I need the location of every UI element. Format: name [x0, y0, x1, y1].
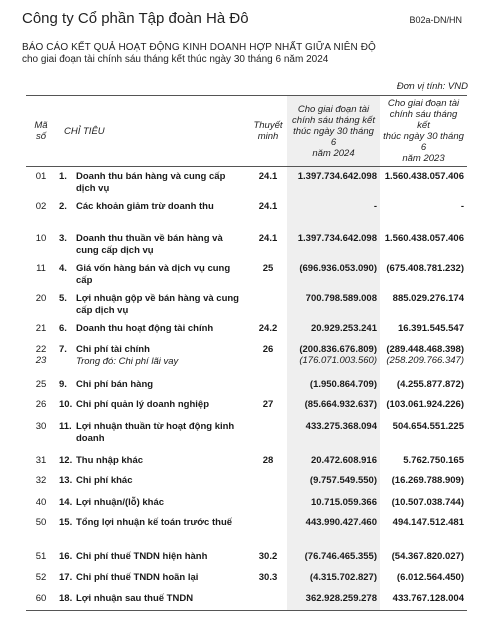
row-code	[26, 167, 56, 198]
row-item	[56, 417, 249, 451]
table-row	[26, 289, 467, 319]
row-item	[56, 319, 249, 340]
row-code-value: 60	[35, 593, 47, 604]
row-label: Doanh thu hoạt động tài chính	[76, 323, 214, 334]
row-code-sub: 23	[35, 355, 47, 366]
table-row	[26, 375, 467, 395]
row-note	[249, 471, 287, 493]
value-2023: 1.560.438.057.406	[384, 233, 464, 244]
column-header-2023-text: Cho giai đoạn tài chính sáu tháng kết thúc ngày 30 tháng 6 năm 2023	[383, 98, 464, 164]
value-2024: (696.936.053.090)	[299, 263, 377, 274]
row-note: 24.2	[258, 323, 278, 334]
row-value-2024	[287, 471, 380, 493]
value-2024: (9.757.549.550)	[309, 475, 377, 486]
row-item	[56, 340, 249, 375]
company-name: Công ty Cổ phần Tập đoàn Hà Đô	[22, 10, 249, 27]
row-code-value: 11	[36, 263, 46, 274]
row-value-2024	[287, 375, 380, 395]
row-label: Giá vốn hàng bán và dịch vụ cung cấp	[76, 263, 231, 286]
value-2024: 10.715.059.366	[310, 497, 377, 508]
table-row	[26, 319, 467, 340]
row-item	[56, 375, 249, 395]
row-code-value: 52	[35, 572, 47, 583]
row-note: 24.1	[258, 233, 278, 244]
row-note	[249, 589, 287, 610]
value-2023: 433.767.128.004	[392, 593, 464, 604]
row-value-2024	[287, 340, 380, 375]
value-2023: (675.408.781.232)	[386, 263, 464, 274]
row-index: 9.	[59, 379, 67, 390]
row-item	[56, 289, 249, 319]
row-note	[249, 289, 287, 319]
row-index: 14.	[59, 497, 73, 508]
row-value-2023	[380, 289, 467, 319]
value-2023: (103.061.924.226)	[386, 399, 464, 410]
value-2023: (6.012.564.450)	[396, 572, 464, 583]
row-value-2023	[380, 513, 467, 547]
row-label: Doanh thu thuần về bán hàng và cung cấp dịch vụ	[76, 233, 223, 256]
row-item	[56, 395, 249, 417]
row-code	[26, 547, 56, 568]
row-value-2024	[287, 568, 380, 589]
row-value-2023	[380, 229, 467, 259]
row-value-2024	[287, 451, 380, 471]
column-header-note-text: Thuyết minh	[253, 120, 283, 142]
row-code	[26, 451, 56, 471]
row-item	[56, 197, 249, 229]
row-label: Lợi nhuận gộp về bán hàng và cung cấp dịch vụ	[76, 293, 239, 316]
row-code-value: 25	[35, 379, 47, 390]
row-note: 28	[262, 455, 274, 466]
table-row	[26, 493, 467, 513]
row-value-2024	[287, 417, 380, 451]
column-header-2024	[287, 96, 380, 167]
table-row	[26, 197, 467, 229]
table-row	[26, 340, 467, 375]
row-note: 24.1	[258, 171, 278, 182]
row-item	[56, 493, 249, 513]
value-2023: (10.507.038.744)	[391, 497, 464, 508]
row-item	[56, 547, 249, 568]
row-value-2023	[380, 259, 467, 289]
table-row	[26, 259, 467, 289]
row-item	[56, 568, 249, 589]
table-row	[26, 547, 467, 568]
row-value-2023	[380, 493, 467, 513]
row-value-2023	[380, 395, 467, 417]
value-2024: 20.472.608.916	[310, 455, 377, 466]
report-header	[22, 10, 462, 32]
table-row	[26, 589, 467, 610]
row-note: 27	[262, 399, 274, 410]
row-code-value: 20	[35, 293, 47, 304]
row-code	[26, 319, 56, 340]
value-2023: (289.448.468.398)	[386, 344, 464, 355]
row-value-2023	[380, 417, 467, 451]
column-header-code	[26, 96, 56, 167]
value-2023: (54.367.820.027)	[391, 551, 464, 562]
table-row	[26, 167, 467, 198]
row-item	[56, 451, 249, 471]
value-2024: (76.746.465.355)	[304, 551, 377, 562]
row-note: 30.3	[258, 572, 278, 583]
row-label: Lợi nhuận sau thuế TNDN	[76, 593, 194, 604]
row-label: Chi phí thuế TNDN hiện hành	[76, 551, 208, 562]
row-code-value: 40	[35, 497, 47, 508]
table-row	[26, 395, 467, 417]
row-index: 11.	[59, 421, 72, 432]
row-value-2023	[380, 547, 467, 568]
row-value-2024	[287, 547, 380, 568]
row-code	[26, 568, 56, 589]
row-index: 4.	[59, 263, 67, 274]
value-2024: 433.275.368.094	[305, 421, 377, 432]
value-2023: 504.654.551.225	[392, 421, 464, 432]
row-code	[26, 259, 56, 289]
row-code	[26, 493, 56, 513]
row-code-value: 50	[35, 517, 47, 528]
table-body	[26, 167, 467, 611]
row-label: Lợi nhuận thuần từ hoạt động kinh doanh	[76, 421, 235, 444]
row-note: 24.1	[258, 201, 278, 212]
row-value-2023	[380, 319, 467, 340]
report-title: BÁO CÁO KẾT QUẢ HOẠT ĐỘNG KINH DOANH HỢP NHẤT GIỮA NIÊN ĐỘ	[22, 42, 376, 53]
form-code: B02a-DN/HN	[409, 15, 462, 25]
row-note: 26	[262, 344, 274, 355]
column-header-code-text: Mã số	[34, 120, 48, 142]
row-note	[249, 493, 287, 513]
row-label: Chi phí thuế TNDN hoãn lại	[76, 572, 199, 583]
row-code-value: 32	[35, 475, 47, 486]
row-value-2024	[287, 395, 380, 417]
row-label: Doanh thu bán hàng và cung cấp dịch vụ	[76, 171, 226, 194]
row-item	[56, 589, 249, 610]
currency-unit: Đơn vị tính: VND	[396, 81, 468, 92]
row-item	[56, 471, 249, 493]
row-value-2024	[287, 259, 380, 289]
row-code	[26, 417, 56, 451]
row-note: 25	[262, 263, 274, 274]
row-value-2023	[380, 340, 467, 375]
row-value-2023	[380, 375, 467, 395]
value-2023: -	[460, 201, 464, 212]
column-header-2023	[380, 96, 467, 167]
table-row	[26, 471, 467, 493]
column-header-2024-text: Cho giai đoạn tài chính sáu tháng kết thúc ngày 30 tháng 6 năm 2024	[292, 103, 375, 159]
row-code-value: 10	[35, 233, 47, 244]
row-item	[56, 167, 249, 198]
value-2024: 1.397.734.642.098	[297, 233, 377, 244]
row-index: 2.	[59, 201, 67, 212]
row-code	[26, 375, 56, 395]
row-code-value: 31	[35, 455, 47, 466]
row-code	[26, 289, 56, 319]
table-row	[26, 451, 467, 471]
row-value-2024	[287, 197, 380, 229]
value-2023-sub: (258.209.766.347)	[386, 355, 464, 366]
row-label: Thu nhập khác	[76, 455, 144, 466]
row-label: Chi phí quản lý doanh nghiệp	[76, 399, 209, 410]
row-note	[249, 375, 287, 395]
row-item	[56, 513, 249, 547]
value-2024: 362.928.259.278	[305, 593, 377, 604]
table-header-row	[26, 96, 467, 167]
row-code-value: 02	[35, 201, 47, 212]
row-index: 12.	[59, 455, 73, 466]
value-2024: 1.397.734.642.098	[297, 171, 377, 182]
row-code	[26, 589, 56, 610]
row-index: 1.	[59, 171, 67, 182]
row-label-sub: Trong đó: Chi phí lãi vay	[76, 356, 179, 367]
row-value-2024	[287, 319, 380, 340]
row-code	[26, 471, 56, 493]
row-index: 7.	[59, 344, 67, 355]
table-row	[26, 229, 467, 259]
value-2024: 443.990.427.460	[305, 517, 377, 528]
row-index: 10.	[59, 399, 73, 410]
value-2024: -	[373, 201, 377, 212]
row-value-2023	[380, 589, 467, 610]
row-code	[26, 513, 56, 547]
row-index: 18.	[59, 593, 73, 604]
row-index: 17.	[59, 572, 73, 583]
row-value-2024	[287, 229, 380, 259]
row-index: 5.	[59, 293, 67, 304]
row-label: Chi phí tài chính	[76, 344, 150, 355]
table-row	[26, 568, 467, 589]
table-row	[26, 513, 467, 547]
row-code-value: 26	[35, 399, 47, 410]
row-code-value: 22	[35, 344, 47, 355]
row-index: 15.	[59, 517, 73, 528]
value-2024: 20.929.253.241	[310, 323, 377, 334]
value-2024: (4.315.702.827)	[309, 572, 377, 583]
row-index: 3.	[59, 233, 67, 244]
value-2023: 1.560.438.057.406	[384, 171, 464, 182]
report-subtitle: cho giai đoạn tài chính sáu tháng kết thúc ngày 30 tháng 6 năm 2024	[22, 54, 329, 65]
value-2023: (4.255.877.872)	[396, 379, 464, 390]
value-2023: (16.269.788.909)	[391, 475, 464, 486]
row-note	[249, 417, 287, 451]
row-label: Chi phí bán hàng	[76, 379, 154, 390]
row-code	[26, 340, 56, 375]
row-label: Các khoản giảm trừ doanh thu	[76, 201, 214, 212]
row-value-2023	[380, 471, 467, 493]
value-2023: 16.391.545.547	[397, 323, 464, 334]
table-row	[26, 417, 467, 451]
row-label: Lợi nhuận/(lỗ) khác	[76, 497, 165, 508]
value-2023: 494.147.512.481	[392, 517, 464, 528]
row-index: 6.	[59, 323, 67, 334]
row-value-2023	[380, 197, 467, 229]
value-2024-sub: (176.071.003.560)	[299, 355, 377, 366]
row-item	[56, 229, 249, 259]
row-index: 16.	[59, 551, 73, 562]
value-2024: (85.664.932.637)	[304, 399, 377, 410]
row-value-2023	[380, 568, 467, 589]
row-code-value: 21	[35, 323, 47, 334]
row-code	[26, 395, 56, 417]
value-2023: 885.029.276.174	[392, 293, 464, 304]
row-note: 30.2	[258, 551, 278, 562]
row-label: Tổng lợi nhuận kế toán trước thuế	[76, 517, 233, 528]
row-value-2024	[287, 289, 380, 319]
value-2024: (1.950.864.709)	[309, 379, 377, 390]
value-2023: 5.762.750.165	[403, 455, 464, 466]
column-header-note	[249, 96, 287, 167]
income-statement-table	[26, 95, 467, 611]
row-code-value: 01	[35, 171, 47, 182]
column-header-item: CHỈ TIÊU	[56, 96, 249, 167]
row-value-2024	[287, 493, 380, 513]
row-value-2024	[287, 589, 380, 610]
value-2024: 700.798.589.008	[305, 293, 377, 304]
row-note	[249, 513, 287, 547]
row-item	[56, 259, 249, 289]
value-2024: (200.836.676.809)	[299, 344, 377, 355]
row-code	[26, 197, 56, 229]
row-value-2024	[287, 513, 380, 547]
row-index: 13.	[59, 475, 73, 486]
row-code-value: 51	[35, 551, 47, 562]
row-value-2024	[287, 167, 380, 198]
row-value-2023	[380, 451, 467, 471]
row-code	[26, 229, 56, 259]
row-label: Chi phí khác	[76, 475, 133, 486]
row-code-value: 30	[35, 421, 47, 432]
row-value-2023	[380, 167, 467, 198]
